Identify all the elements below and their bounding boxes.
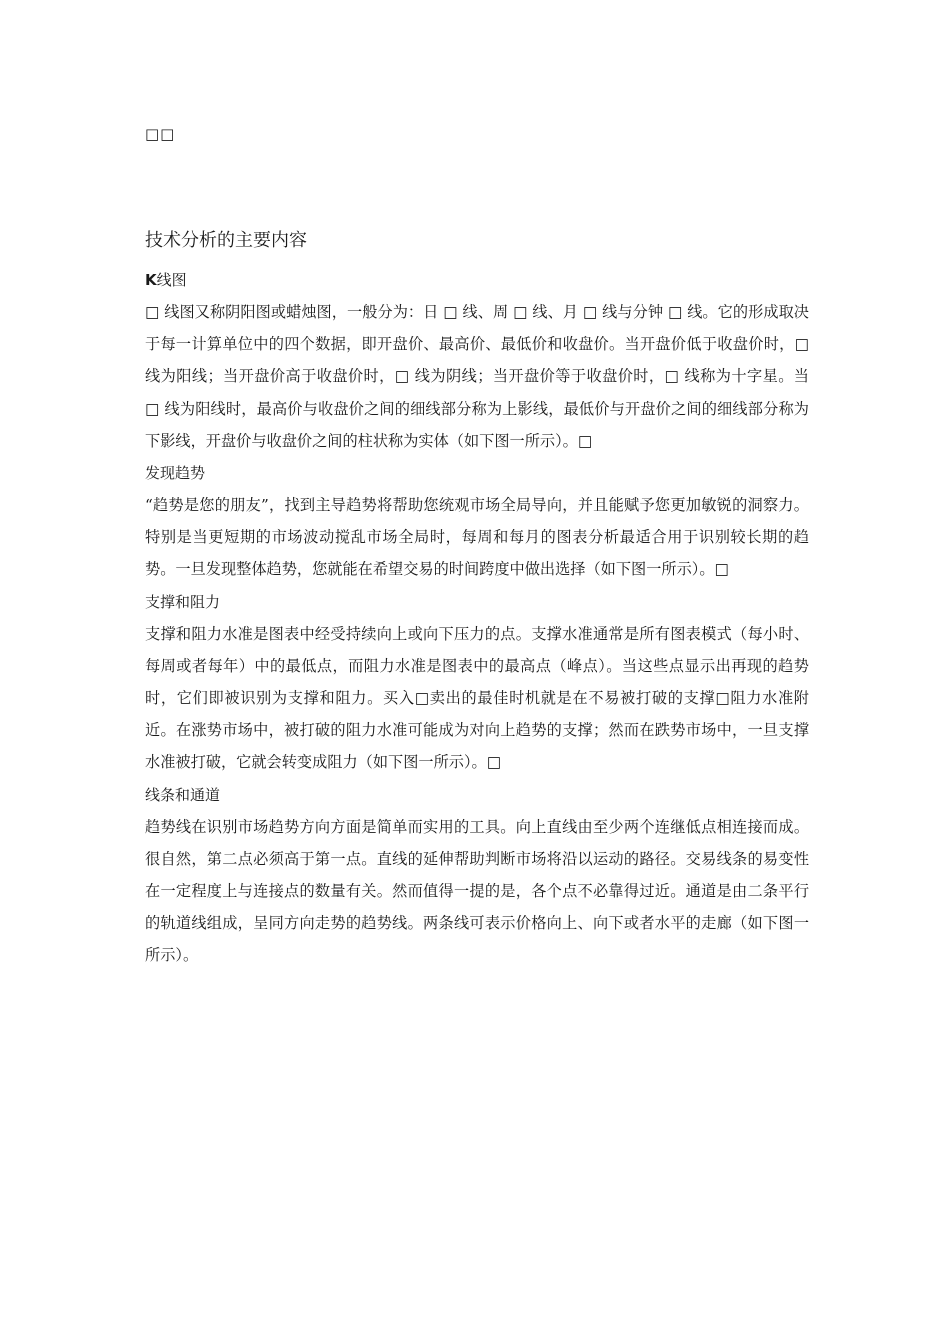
section-heading-trend: 发现趋势	[145, 464, 206, 483]
section-heading-text: 线图	[156, 271, 187, 289]
section-heading-lines-channels: 线条和通道	[145, 785, 221, 804]
section-heading-k-line	[145, 264, 809, 296]
section-support-resistance	[145, 586, 809, 779]
document-body	[145, 226, 809, 972]
document-title: 技术分析的主要内容	[145, 230, 307, 251]
section-paragraph-support-resistance: 支撑和阻力水准是图表中经受持续向上或向下压力的点。支撑水准通常是所有图表模式（每小时、每周或者每年）中的最低点，而阻力水准是图表中的最高点（峰点）。当这些点显示出再现的趋势时，它们即被识别为支撑和阻力。买入□卖出的最佳时机就是在不易被打破的支撑□阻力水准附近。在涨势市场中，被打破的阻力水准可能成为对向上趋势的支撑；然而在跌势市场中，一旦支撑水准被打破，它就会转变成阻力（如下图一所示）。□	[145, 624, 809, 772]
section-k-line	[145, 264, 809, 457]
header-marker: □□	[145, 125, 176, 143]
section-trend	[145, 457, 809, 586]
section-paragraph-k-line: □ 线图又称阴阳图或蜡烛图，一般分为：日 □ 线、周 □ 线、月 □ 线与分钟 □ 线。它的形成取决于每一计算单位中的四个数据，即开盘价、最高价、最低价和收盘价。当开盘价低于收盘价时，□ 线为阳线；当开盘价高于收盘价时，□ 线为阴线；当开盘价等于收盘价时，□ 线称为十字星。当 □ 线为阳线时，最高价与收盘价之间的细线部分称为上影线，最低价与开盘价之间的细线部分称为下影线，开盘价与收盘价之间的柱状称为实体（如下图一所示）。□	[145, 303, 809, 450]
section-lines-channels	[145, 779, 809, 972]
section-paragraph-trend: “趋势是您的朋友”，找到主导趋势将帮助您统观市场全局导向，并且能赋予您更加敏锐的洞察力。特别是当更短期的市场波动搅乱市场全局时，每周和每月的图表分析最适合用于识别较长期的趋势。一旦发现整体趋势，您就能在希望交易的时间跨度中做出选择（如下图一所示）。□	[145, 496, 809, 579]
section-paragraph-lines-channels: 趋势线在识别市场趋势方向方面是简单而实用的工具。向上直线由至少两个连继低点相连接而成。很自然，第二点必须高于第一点。直线的延伸帮助判断市场将沿以运动的路径。交易线条的易变性在一定程度上与连接点的数量有关。然而值得一提的是，各个点不必靠得过近。通道是由二条平行的轨道线组成，呈同方向走势的趋势线。两条线可表示价格向上、向下或者水平的走廊（如下图一所示）。	[145, 817, 809, 965]
section-heading-prefix: K	[145, 271, 157, 289]
section-heading-support-resistance: 支撑和阻力	[145, 592, 221, 611]
